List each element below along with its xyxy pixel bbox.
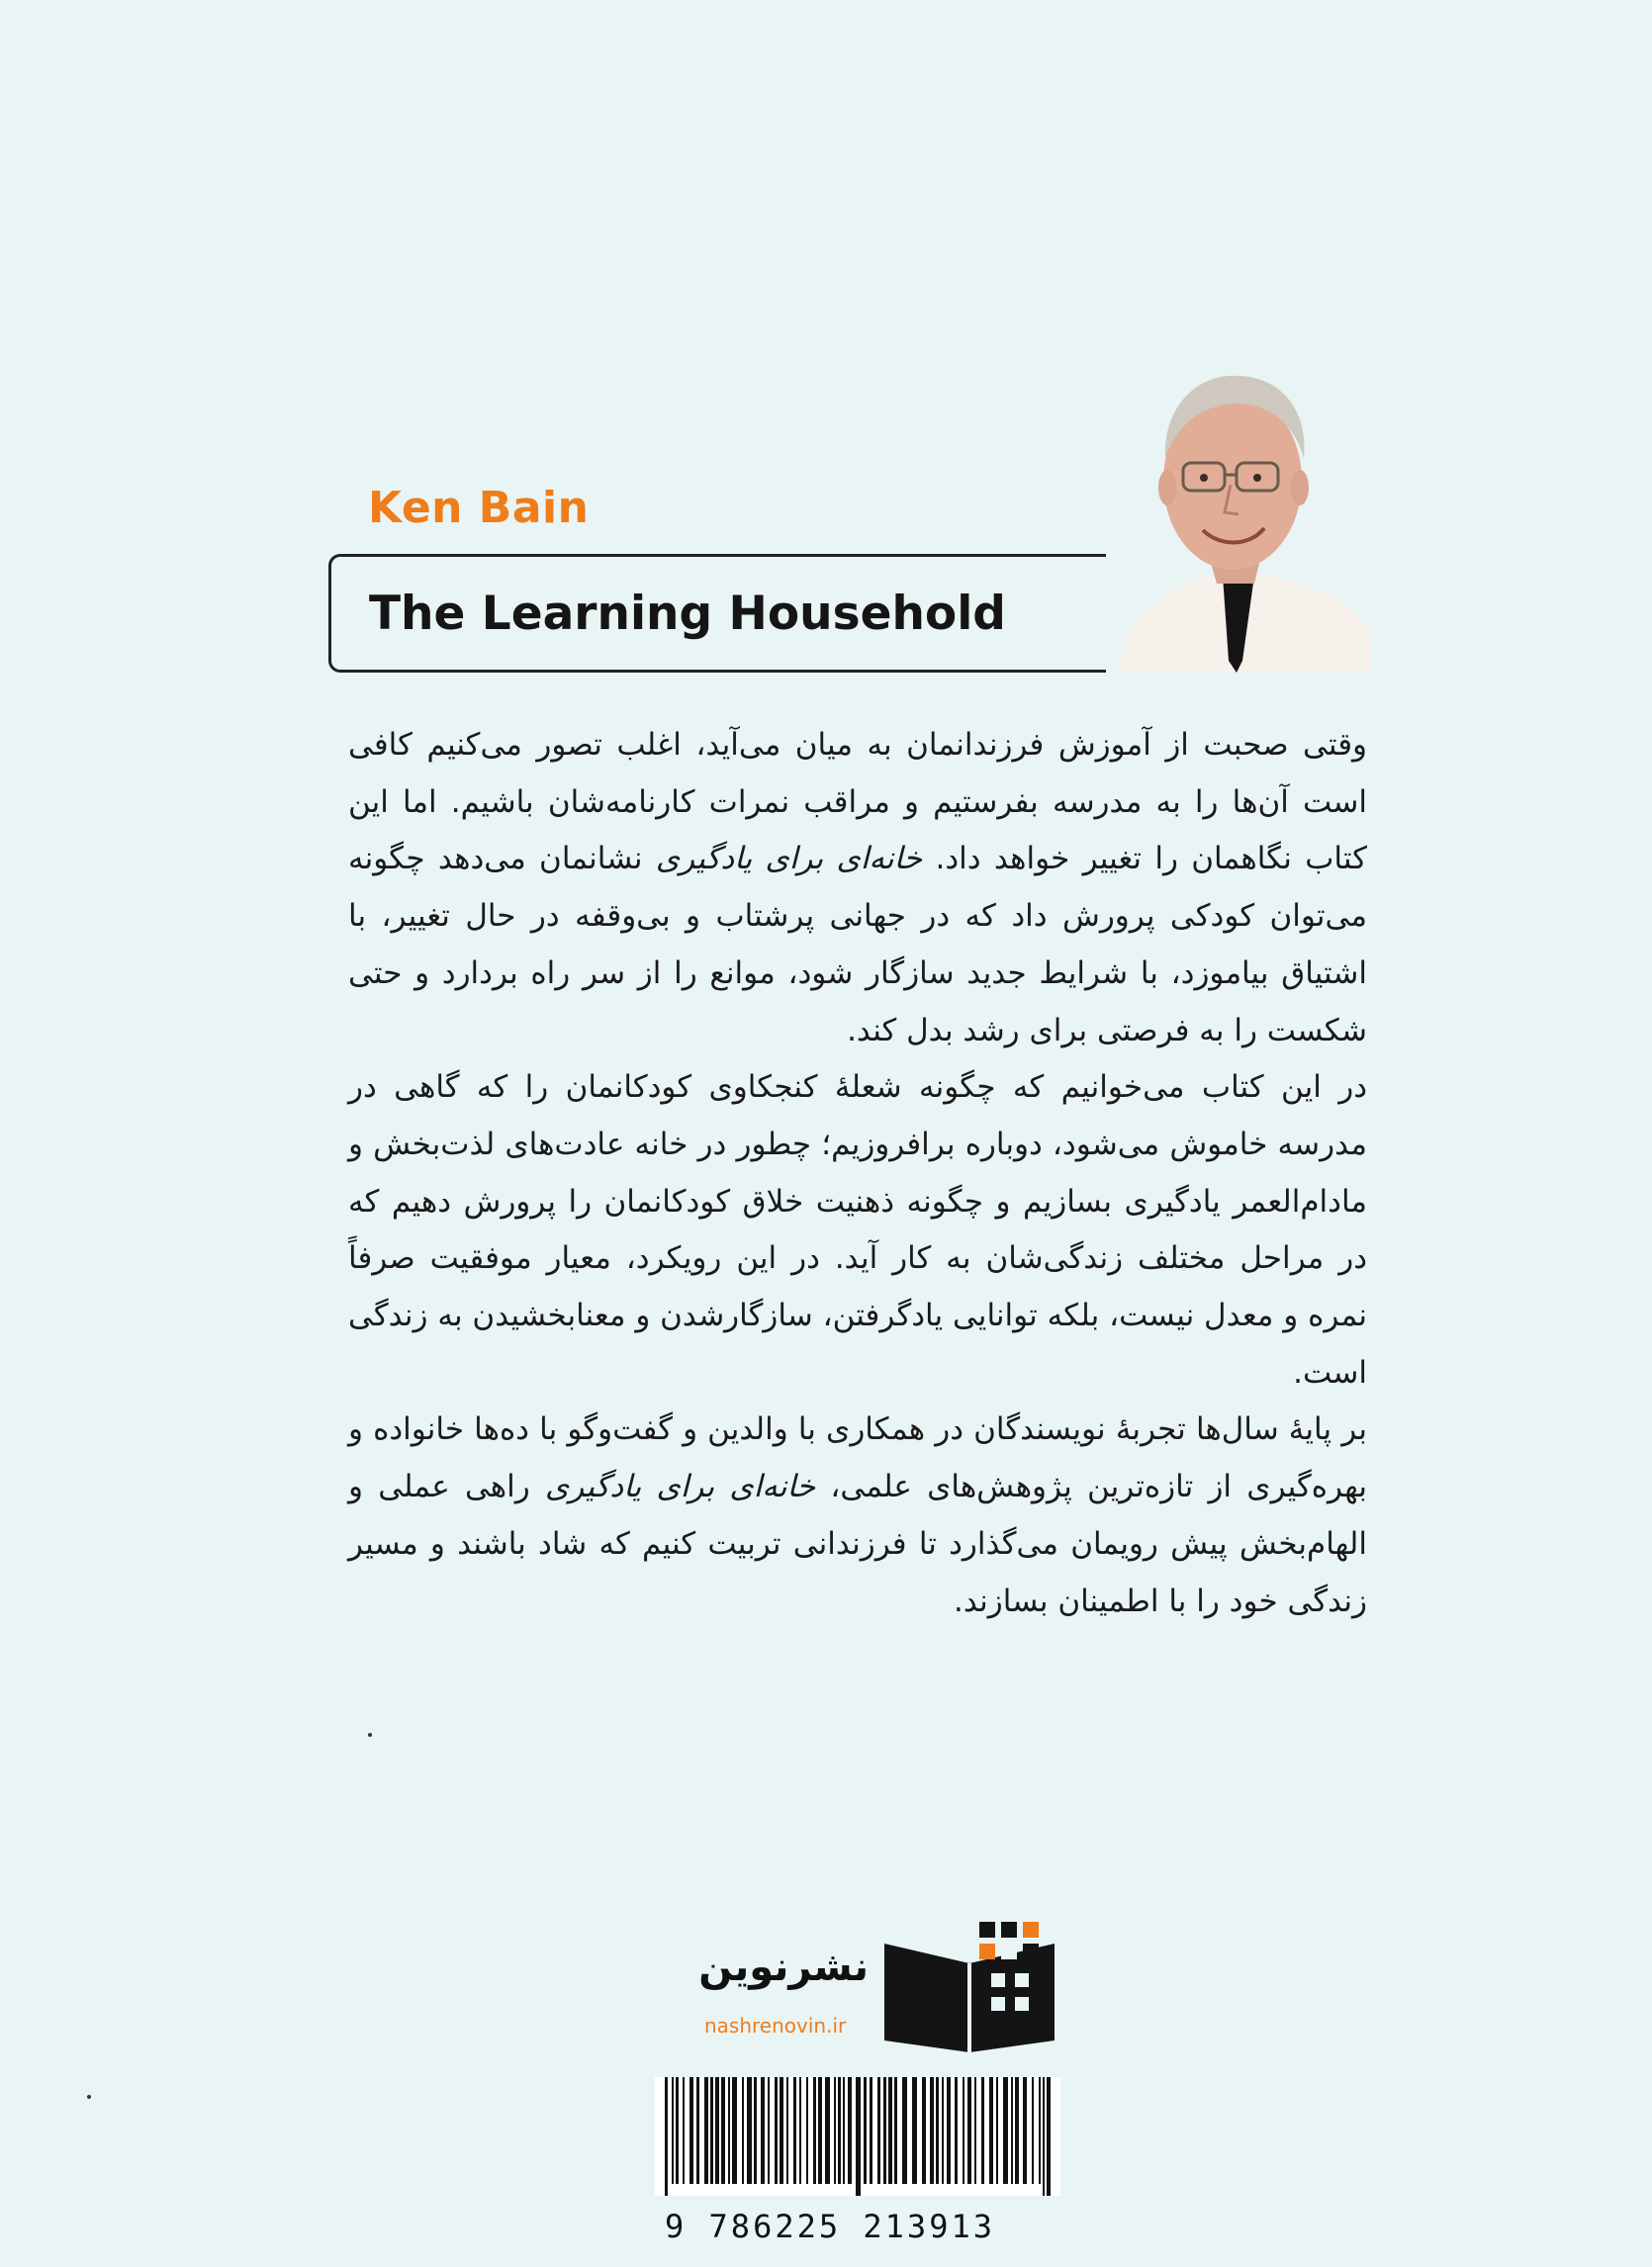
barcode-bar (870, 2077, 872, 2184)
barcode-bar (721, 2077, 725, 2184)
isbn-number: 9 786225 213913 (665, 2208, 995, 2245)
barcode-bar (768, 2077, 770, 2184)
barcode-bar (838, 2077, 841, 2184)
barcode-bar (683, 2077, 685, 2184)
author-photo (1106, 364, 1371, 673)
barcode-bar (963, 2077, 964, 2184)
barcode-bar (793, 2077, 796, 2184)
barcode-bar (922, 2077, 926, 2184)
barcode-bar (672, 2077, 674, 2184)
barcode-bar (1023, 2077, 1027, 2184)
barcode-bar (1043, 2077, 1045, 2196)
barcode-bar (843, 2077, 845, 2184)
barcode-bar (1011, 2077, 1013, 2184)
barcode-bar (1032, 2077, 1034, 2184)
barcode-bar (864, 2077, 867, 2184)
publisher-website: nashrenovin.ir (704, 2014, 847, 2038)
barcode-bar (974, 2077, 976, 2184)
barcode-bar (715, 2077, 719, 2184)
barcode-bar (728, 2077, 730, 2184)
isbn-barcode (655, 2077, 1060, 2196)
barcode-bar (912, 2077, 917, 2184)
barcode-bar (877, 2077, 880, 2184)
barcode-bar (989, 2077, 993, 2184)
book-title-persian: خانه‌ای برای یادگیری (544, 1469, 816, 1505)
barcode-bar (761, 2077, 765, 2184)
barcode-bar (894, 2077, 897, 2184)
barcode-bar (747, 2077, 752, 2184)
author-name: Ken Bain (368, 483, 590, 533)
barcode-bar (1003, 2077, 1008, 2184)
publisher-logo-icon (880, 1914, 1058, 2052)
book-title-persian: خانه‌ای برای یادگیری (655, 841, 923, 877)
barcode-bar (955, 2077, 958, 2184)
barcode-bar (806, 2077, 808, 2184)
barcode-bar (689, 2077, 693, 2184)
barcode-bar (786, 2077, 788, 2184)
book-title: The Learning Household (369, 587, 1006, 641)
barcode-bar (967, 2077, 971, 2184)
barcode-bar (676, 2077, 679, 2184)
barcode-bar (930, 2077, 934, 2184)
barcode-bar (942, 2077, 944, 2184)
book-description (348, 717, 1367, 1630)
barcode-bar (696, 2077, 699, 2184)
barcode-bar (981, 2077, 984, 2184)
barcode-bar (775, 2077, 778, 2184)
barcode-bar (848, 2077, 852, 2184)
barcode-bar (883, 2077, 886, 2184)
barcode-bar (710, 2077, 713, 2184)
barcode-bar (936, 2077, 939, 2184)
barcode-bar (818, 2077, 822, 2184)
barcode-bar (754, 2077, 757, 2184)
barcode-bar (704, 2077, 708, 2184)
barcode-bar (665, 2077, 668, 2196)
speck (368, 1733, 372, 1737)
barcode-bar (888, 2077, 892, 2184)
barcode-bar (742, 2077, 744, 2184)
description-paragraph-2: در این کتاب می‌خوانیم که چگونه شعلهٔ کنجکاوی کودکانمان را که گاهی در مدرسه خاموش می‌شود، دوباره برافروزیم؛ چطور در خانه عادت‌های لذت‌بخش و مادام‌العمر یادگیری بسازیم و چگونه ذهنیت خلاق کودکانمان را پرورش دهیم که در مراحل مختلف زندگی‌شان به کار آید. در این رویکرد، معیار موفقیت صرفاً نمره و معدل نیست، بلکه توانایی یادگرفتن، سازگارشدن و معنابخشیدن به زندگی است. (348, 1069, 1367, 1391)
barcode-bar (996, 2077, 998, 2184)
barcode-bar (813, 2077, 816, 2184)
barcode-bar (947, 2077, 951, 2184)
barcode-bar (856, 2077, 861, 2196)
speck (87, 2095, 91, 2099)
barcode-bar (732, 2077, 737, 2184)
barcode-bar (1047, 2077, 1051, 2196)
barcode-bar (1039, 2077, 1041, 2184)
barcode-bar (834, 2077, 836, 2184)
description-paragraph-1: وقتی صحبت از آموزش فرزندانمان به میان می‌آید، اغلب تصور می‌کنیم کافی است آن‌ها را به مدرسه بفرستیم و مراقب نمرات کارنامه‌شان باشیم. اما این کتاب نگاهمان را تغییر خواهد داد. خانه‌ای برای یادگیری نشانمان می‌دهد چگونه می‌توان کودکی پرورش داد که در جهانی پرشتاب و بی‌وقفه در حال تغییر، با اشتیاق بیاموزد، با شرایط جدید سازگار شود، موانع را از سر راه بردارد و حتی شکست را به فرصتی برای رشد بدل کند. (348, 727, 1367, 1048)
barcode-bar (1015, 2077, 1019, 2184)
barcode-bar (902, 2077, 907, 2184)
barcode-bar (799, 2077, 801, 2184)
barcode-bar (780, 2077, 783, 2184)
barcode-bar (825, 2077, 830, 2184)
publisher-name: نشرنوین (698, 1945, 869, 1990)
description-paragraph-3: بر پایهٔ سال‌ها تجربهٔ نویسندگان در همکاری با والدین و گفت‌وگو با ده‌ها خانواده و بهره‌گیری از تازه‌ترین پژوهش‌های علمی، خانه‌ای برای یادگیری راهی عملی و الهام‌بخش پیش رویمان می‌گذارد تا فرزندانی تربیت کنیم که شاد باشند و مسیر زندگی خود را با اطمینان بسازند. (348, 1411, 1367, 1619)
